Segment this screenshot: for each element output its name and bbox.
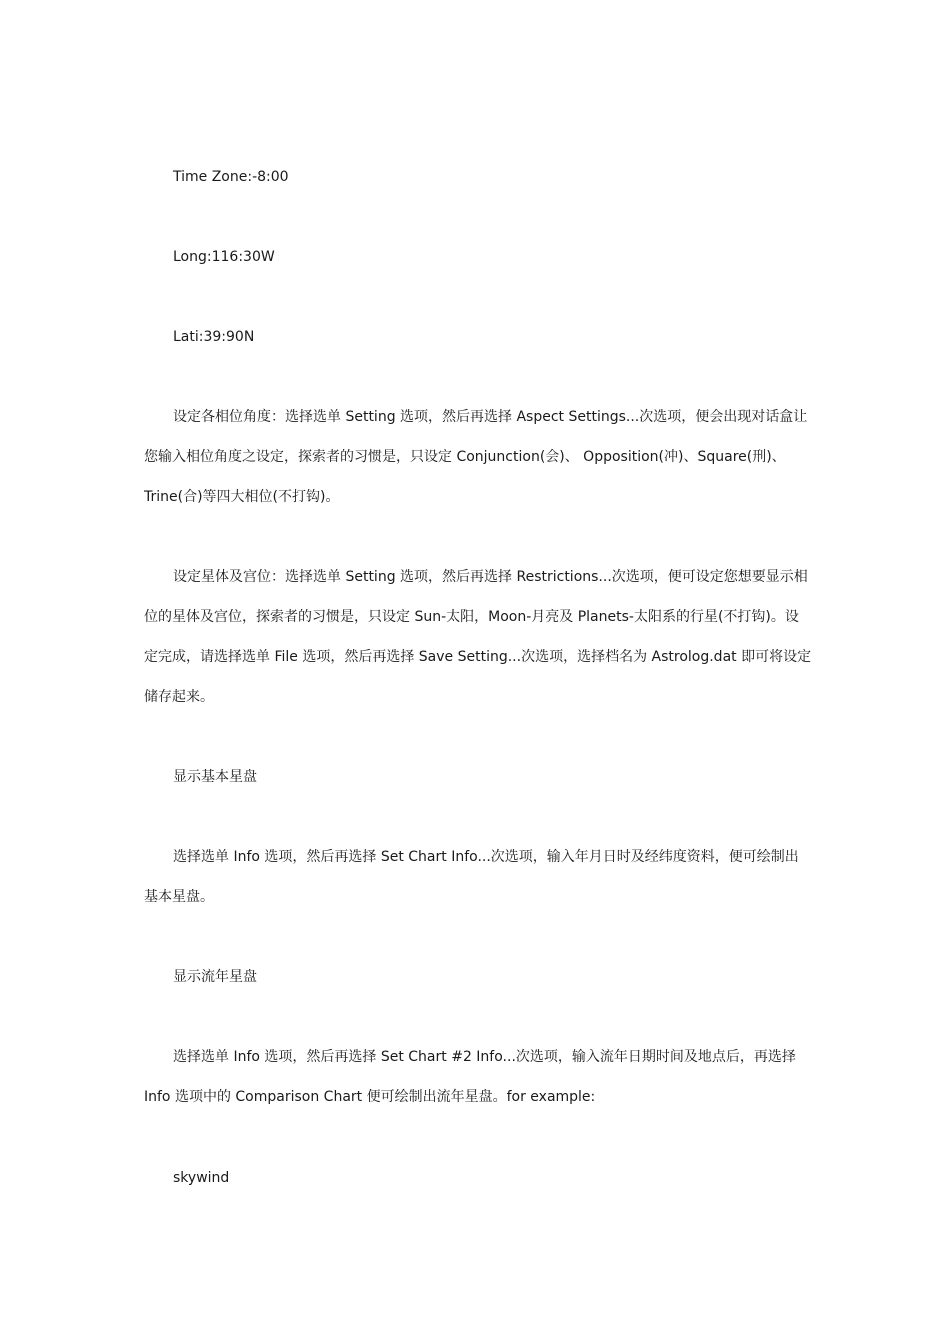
paragraph-line: 储存起来。 xyxy=(144,689,214,705)
paragraph-line: 设定各相位角度：选择选单 Setting 选项，然后再选择 Aspect Settings...次选项，便会出现对话盒让 xyxy=(173,409,808,425)
longitude-line: Long:116:30W xyxy=(173,249,275,265)
basic-chart-heading: 显示基本星盘 xyxy=(173,769,257,785)
paragraph-line: 定完成，请选择选单 File 选项，然后再选择 Save Setting...次选项，选择档名为 Astrolog.dat 即可将设定 xyxy=(144,649,812,665)
paragraph-line: 选择选单 Info 选项，然后再选择 Set Chart Info...次选项，输入年月日时及经纬度资料，便可绘制出 xyxy=(173,849,799,865)
paragraph-line: Trine(合)等四大相位(不打钩)。 xyxy=(144,489,340,505)
paragraph-line: Info 选项中的 Comparison Chart 便可绘制出流年星盘。for example: xyxy=(144,1089,596,1105)
paragraph-line: 位的星体及宫位，探索者的习惯是，只设定 Sun-太阳，Moon-月亮及 Planets-太阳系的行星(不打钩)。设 xyxy=(144,609,799,625)
signature-line: skywind xyxy=(173,1170,230,1186)
transit-chart-heading: 显示流年星盘 xyxy=(173,969,257,985)
paragraph-line: 您输入相位角度之设定，探索者的习惯是，只设定 Conjunction(会)、 Opposition(冲)、Square(刑)、 xyxy=(144,449,786,465)
paragraph-line: 选择选单 Info 选项，然后再选择 Set Chart #2 Info...次选项，输入流年日期时间及地点后，再选择 xyxy=(173,1049,796,1065)
paragraph-line: 设定星体及宫位：选择选单 Setting 选项，然后再选择 Restrictions...次选项，便可设定您想要显示相 xyxy=(173,569,808,585)
paragraph-line: 基本星盘。 xyxy=(144,889,214,905)
latitude-line: Lati:39:90N xyxy=(173,329,255,345)
time-zone-line: Time Zone:-8:00 xyxy=(173,169,289,185)
